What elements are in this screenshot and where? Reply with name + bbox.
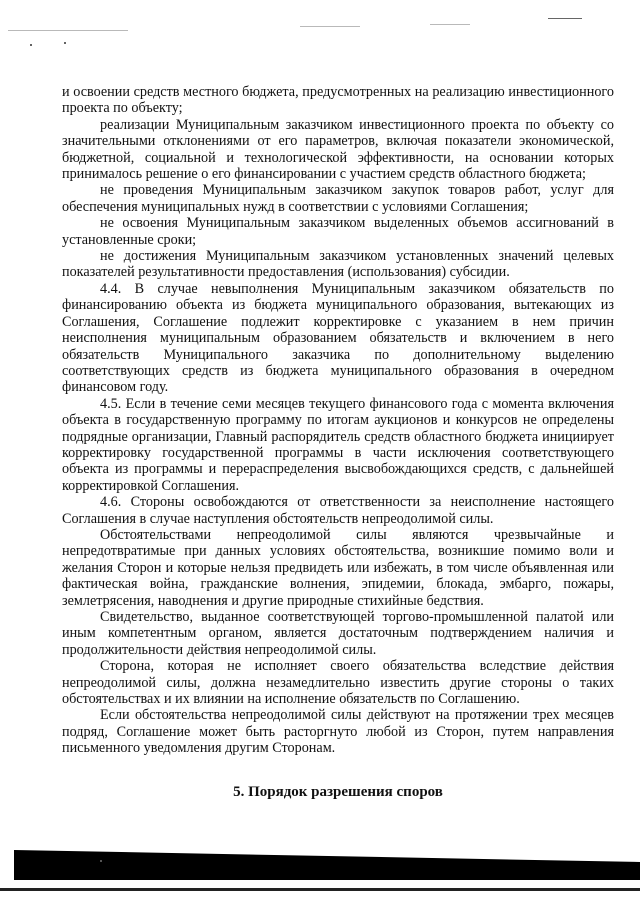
scan-noise-line: [8, 30, 128, 31]
scan-top-artifacts: [0, 0, 640, 34]
scan-speck: [30, 44, 32, 46]
scan-bottom-artifacts: [0, 848, 640, 905]
section-heading: 5. Порядок разрешения споров: [233, 784, 443, 800]
scan-speck: [100, 860, 102, 862]
paragraph: не достижения Муниципальным заказчиком установленных значений целевых показателей результативности предоставления (использования) субсидии.: [62, 248, 614, 281]
scan-noise-line: [300, 26, 360, 27]
paragraph-clause-4-6: 4.6. Стороны освобождаются от ответственности за неисполнение настоящего Соглашения в случае наступления обстоятельств непреодолимой силы.: [62, 494, 614, 527]
paragraph-clause-4-5: 4.5. Если в течение семи месяцев текущего финансового года с момента включения объекта в государственную программу по итогам аукционов и конкурсов не определены подрядные организации, Главный распорядитель средств областного бюджета инициирует корректировку государственной программы в части исключения соответствующего объекта из программы и перераспределения высвобождающихся средств, с дальнейшей корректировкой Соглашения.: [62, 395, 614, 494]
scan-speck: [64, 42, 66, 44]
paragraph: Свидетельство, выданное соответствующей торгово-промышленной палатой или иным компетентным органом, является достаточным подтверждением наличия и продолжительности действия непреодолимой силы.: [62, 609, 614, 658]
paragraph: Обстоятельствами непреодолимой силы являются чрезвычайные и непредотвратимые при данных условиях обстоятельства, возникшие помимо воли и желания Сторон и которые нельзя предвидеть или избежать, в том числе объявленная или фактическая война, гражданские волнения, эпидемии, блокада, эмбарго, пожары, землетрясения, наводнения и другие природные стихийные бедствия.: [62, 526, 614, 609]
scan-noise-line: [548, 18, 582, 19]
document-body: [62, 84, 614, 757]
paragraph: реализации Муниципальным заказчиком инвестиционного проекта по объекту со значительными отклонениями от его параметров, включая показатели экономической, бюджетной, социальной и технологической эффективности, на основании которых принималось решение о его финансировании с участием средств областного бюджета;: [62, 116, 614, 183]
paragraph: Если обстоятельства непреодолимой силы действуют на протяжении трех месяцев подряд, Соглашение может быть расторгнуто любой из Сторон, путем направления письменного уведомления другим Сторонам.: [62, 707, 614, 757]
paragraph: и освоении средств местного бюджета, предусмотренных на реализацию инвестиционного проекта по объекту;: [62, 84, 614, 117]
paragraph: Сторона, которая не исполняет своего обязательства вследствие действия непреодолимой силы, должна незамедлительно известить другие стороны о таких обстоятельствах и их влиянии на исполнение обязательств по Соглашению.: [62, 658, 614, 708]
scan-dark-band: [14, 850, 640, 880]
scan-streak: [0, 888, 640, 891]
paragraph: не освоения Муниципальным заказчиком выделенных объемов ассигнований в установленные сроки;: [62, 215, 614, 248]
scan-noise-line: [430, 24, 470, 25]
paragraph-clause-4-4: 4.4. В случае невыполнения Муниципальным заказчиком обязательств по финансированию объекта из бюджета муниципального образования, вытекающих из Соглашения, Соглашение подлежит корректировке с указанием в нем причин неисполнения муниципальным образованием обязательств и включением в него обязательств Муниципального заказчика по дополнительному выделению соответствующих средств из бюджета муниципального образования в очередном финансовом году.: [62, 280, 614, 396]
paragraph: не проведения Муниципальным заказчиком закупок товаров работ, услуг для обеспечения муниципальных нужд в соответствии с условиями Соглашения;: [62, 182, 614, 215]
